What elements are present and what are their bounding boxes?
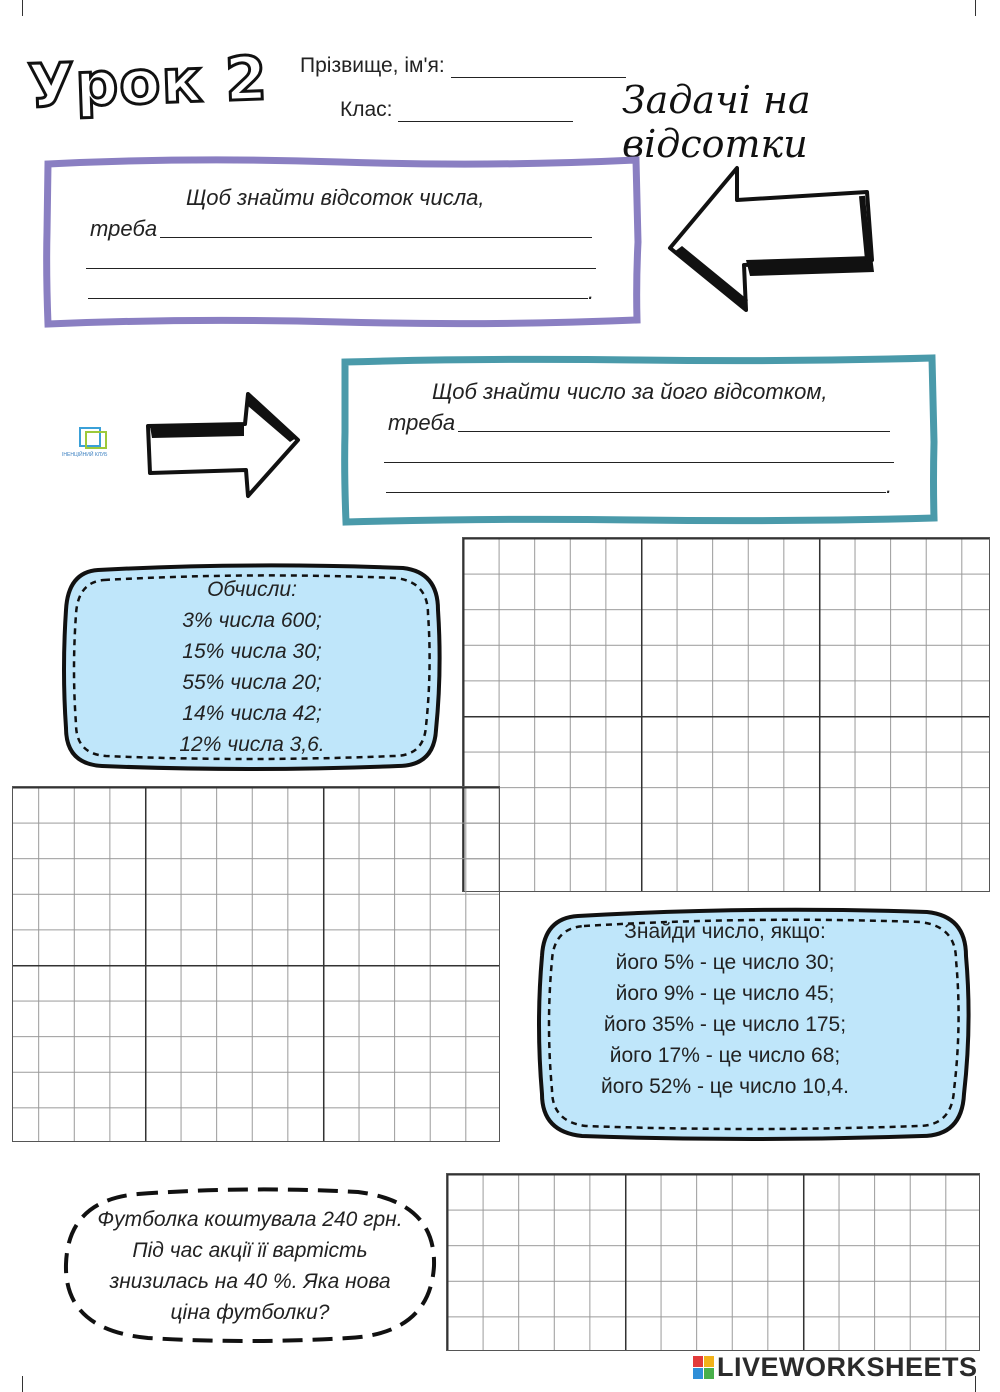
rule1-answer-line[interactable] bbox=[160, 237, 592, 238]
topic-title: Задачі на відсотки bbox=[622, 78, 811, 166]
task3-content bbox=[72, 1204, 428, 1328]
task1-item: 15% числа 30; bbox=[182, 640, 322, 663]
task1-title: Обчисли: bbox=[207, 578, 297, 601]
right-arrow-icon bbox=[140, 388, 305, 506]
club-logo-text: ІНЕНЦІЙНИЙ КЛУБ bbox=[62, 452, 108, 458]
class-label: Клас: bbox=[340, 98, 393, 121]
task2-item: його 5% - це число 30; bbox=[615, 951, 835, 974]
rule2-period: . bbox=[886, 473, 893, 498]
task2-item: його 17% - це число 68; bbox=[609, 1044, 841, 1067]
rule1-prefix: треба bbox=[90, 216, 158, 241]
crop-mark bbox=[22, 1376, 23, 1392]
task1-item: 3% числа 600; bbox=[182, 609, 322, 632]
task1-content bbox=[70, 574, 434, 760]
task2-item: його 35% - це число 175; bbox=[603, 1013, 847, 1036]
task1-item: 14% числа 42; bbox=[182, 702, 322, 725]
task1-item: 55% числа 20; bbox=[182, 671, 322, 694]
rule2-answer-line[interactable] bbox=[458, 431, 890, 432]
lesson-title: Урок 2 bbox=[26, 43, 269, 123]
task3-line: ціна футболки? bbox=[170, 1301, 330, 1324]
rule1-line2 bbox=[90, 213, 157, 245]
rule1-answer-line[interactable] bbox=[86, 268, 596, 269]
answer-grid-2[interactable] bbox=[12, 786, 500, 1142]
name-field[interactable] bbox=[300, 54, 626, 78]
rule1-line1: Щоб знайти відсоток числа, bbox=[186, 185, 485, 210]
crop-mark bbox=[975, 0, 976, 16]
task2-item: його 9% - це число 45; bbox=[615, 982, 835, 1005]
task2-item: його 52% - це число 10,4. bbox=[600, 1075, 849, 1098]
rule2-answer-line[interactable] bbox=[386, 492, 886, 493]
liveworksheets-logo-icon bbox=[693, 1356, 715, 1380]
name-label: Прізвище, ім'я: bbox=[300, 54, 445, 77]
club-logo-icon bbox=[76, 424, 110, 452]
left-arrow-icon bbox=[662, 160, 884, 320]
class-blank[interactable] bbox=[398, 99, 573, 122]
task1-item: 12% числа 3,6. bbox=[179, 733, 325, 756]
class-field[interactable] bbox=[340, 98, 573, 122]
answer-grid-3[interactable] bbox=[446, 1173, 980, 1351]
liveworksheets-brand[interactable] bbox=[717, 1352, 978, 1383]
crop-mark bbox=[22, 0, 23, 16]
task3-line: знизилась на 40 %. Яка нова bbox=[109, 1270, 391, 1293]
rule2-prefix: треба bbox=[388, 410, 456, 435]
rule2-line1: Щоб знайти число за його відсотком, bbox=[432, 379, 828, 404]
rule2-answer-line[interactable] bbox=[384, 462, 894, 463]
rule2-line2 bbox=[388, 407, 455, 439]
task2-content bbox=[560, 916, 890, 1102]
answer-grid-1[interactable] bbox=[462, 537, 990, 892]
rule1-answer-line[interactable] bbox=[88, 298, 588, 299]
liveworksheets-text: LIVEWORKSHEETS bbox=[717, 1352, 978, 1382]
task3-line: Під час акції її вартість bbox=[132, 1239, 368, 1262]
rule1-period: . bbox=[588, 279, 595, 304]
task3-line: Футболка коштувала 240 грн. bbox=[97, 1208, 403, 1231]
task2-title: Знайди число, якщо: bbox=[624, 920, 826, 943]
name-blank[interactable] bbox=[451, 55, 626, 78]
